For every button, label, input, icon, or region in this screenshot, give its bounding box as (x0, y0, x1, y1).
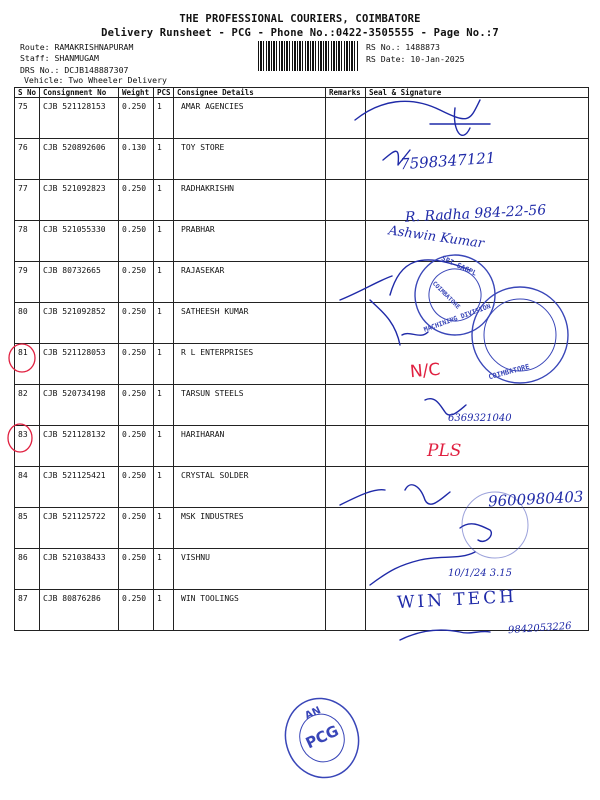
col-pcs: PCS (154, 88, 174, 98)
sno-cell-text: 83 (18, 430, 28, 439)
handwritten-company: WIN TECH (396, 586, 518, 614)
consignment-cell-text: CJB 521055330 (43, 225, 106, 234)
consignee-cell-text: VISHNU (181, 553, 210, 562)
col-consignee: Consignee Details (174, 88, 326, 98)
consignment-cell-text: CJB 520892606 (43, 143, 106, 152)
sno-cell-text: 85 (18, 512, 28, 521)
sno-cell-text: 82 (18, 389, 28, 398)
stamp-text: MACHINING DIVISION (422, 302, 492, 334)
consignment-cell-text: CJB 521128053 (43, 348, 106, 357)
weight-cell-text: 0.250 (122, 348, 147, 357)
sno-cell-text: 77 (18, 184, 28, 193)
handwritten-phone: 6369321040 (448, 413, 512, 424)
sno-cell-text: 87 (18, 594, 28, 603)
pcs-cell-text: 1 (157, 102, 162, 111)
weight-cell-text: 0.250 (122, 225, 147, 234)
consignee-cell-text: TOY STORE (181, 143, 225, 152)
consignee-cell-text: MSK INDUSTRES (181, 512, 244, 521)
consignment-cell-text: CJB 521128132 (43, 430, 106, 439)
sno-cell-text: 76 (18, 143, 28, 152)
red-circle-mark (9, 344, 35, 372)
consignment-cell-text: CJB 521128153 (43, 102, 106, 111)
pcs-cell-text: 1 (157, 594, 162, 603)
signature-scribble (370, 300, 428, 345)
pcs-cell-text: 1 (157, 348, 162, 357)
weight-cell-text: 0.250 (122, 184, 147, 193)
drs-number: DRS No.: DCJB148887307 (20, 65, 129, 75)
sno-cell-text: 81 (18, 348, 28, 357)
rs-date: RS Date: 10-Jan-2025 (366, 54, 465, 64)
consignee-cell-text: AMAR AGENCIES (181, 102, 244, 111)
pcs-cell-text: 1 (157, 143, 162, 152)
consignment-cell-text: CJB 521092852 (43, 307, 106, 316)
nc-remark: N/C (409, 359, 442, 383)
red-circle-mark (8, 424, 32, 452)
weight-cell-text: 0.250 (122, 512, 147, 521)
stamp-text: COIMBATORE (430, 280, 462, 311)
sno-cell-text: 84 (18, 471, 28, 480)
consignee-cell-text: RAJASEKAR (181, 266, 225, 275)
col-seal-signature: Seal & Signature (366, 88, 589, 98)
consignment-cell-text: CJB 521038433 (43, 553, 106, 562)
weight-cell-text: 0.250 (122, 102, 147, 111)
weight-cell-text: 0.250 (122, 389, 147, 398)
pcs-cell-text: 1 (157, 389, 162, 398)
stamp-text: SRI SAGPL (440, 254, 478, 278)
col-consignment: Consignment No (40, 88, 119, 98)
stamp-text: AN (303, 705, 323, 722)
handwritten-name: R. Radha 984-22-56 (404, 202, 547, 226)
handwritten-phone: 7598347121 (399, 148, 496, 174)
pcs-cell-text: 1 (157, 184, 162, 193)
weight-cell-text: 0.250 (122, 594, 147, 603)
handwritten-phone: 9600980403 (487, 487, 584, 511)
weight-cell-text: 0.250 (122, 430, 147, 439)
pcs-cell-text: 1 (157, 512, 162, 521)
pcs-cell-text: 1 (157, 225, 162, 234)
consignee-cell-text: TARSUN STEELS (181, 389, 244, 398)
consignment-cell-text: CJB 521092823 (43, 184, 106, 193)
pcs-cell-text: 1 (157, 471, 162, 480)
col-weight: Weight (119, 88, 154, 98)
pcs-cell-text: 1 (157, 266, 162, 275)
consignment-cell-text: CJB 80732665 (43, 266, 101, 275)
route-text: Route: RAMAKRISHNAPURAM (20, 42, 134, 52)
sno-cell-text: 79 (18, 266, 28, 275)
consignee-cell-text: RADHAKRISHN (181, 184, 234, 193)
col-remarks: Remarks (326, 88, 366, 98)
sno-cell-text: 78 (18, 225, 28, 234)
consignee-cell-text: R L ENTERPRISES (181, 348, 254, 357)
consignment-cell-text: CJB 521125722 (43, 512, 106, 521)
staff-text: Staff: SHANMUGAM (20, 53, 99, 63)
consignee-cell-text: PRABHAR (181, 225, 215, 234)
weight-cell-text: 0.250 (122, 553, 147, 562)
pcs-cell-text: 1 (157, 553, 162, 562)
sno-cell-text: 75 (18, 102, 28, 111)
consignment-cell-text: CJB 521125421 (43, 471, 106, 480)
sno-cell-text: 80 (18, 307, 28, 316)
vehicle-text: Vehicle: Two Wheeler Delivery (24, 75, 167, 85)
col-sno: S No (15, 88, 40, 98)
handwritten-date: 10/1/24 3.15 (448, 568, 512, 579)
weight-cell-text: 0.250 (122, 471, 147, 480)
pcs-cell-text: 1 (157, 307, 162, 316)
weight-cell-text: 0.130 (122, 143, 147, 152)
consignee-cell-text: CRYSTAL SOLDER (181, 471, 249, 480)
signature-scribble (340, 485, 450, 505)
handwritten-name: Ashwin Kumar (387, 223, 485, 252)
consignment-cell-text: CJB 520734198 (43, 389, 106, 398)
signature-scribble (355, 100, 490, 135)
rs-number: RS No.: 1488873 (366, 42, 440, 52)
runsheet-subtitle: Delivery Runsheet - PCG - Phone No.:0422-3505555 - Page No.:7 (101, 27, 499, 39)
weight-cell-text: 0.250 (122, 266, 147, 275)
weight-cell-text: 0.250 (122, 307, 147, 316)
handwritten-phone: 9842053226 (507, 620, 572, 637)
consignment-cell-text: CJB 80876286 (43, 594, 101, 603)
sno-cell-text: 86 (18, 553, 28, 562)
signature-scribble (400, 630, 490, 640)
company-title: THE PROFESSIONAL COURIERS, COIMBATORE (179, 13, 421, 25)
stamp-text: COIMBATORE (487, 362, 531, 382)
pls-remark: PLS (427, 441, 462, 461)
consignee-cell-text: WIN TOOLINGS (181, 594, 239, 603)
consignee-cell-text: SATHEESH KUMAR (181, 307, 249, 316)
consignee-cell-text: HARIHARAN (181, 430, 225, 439)
stamp-text: PCG (302, 721, 342, 753)
pcs-cell-text: 1 (157, 430, 162, 439)
